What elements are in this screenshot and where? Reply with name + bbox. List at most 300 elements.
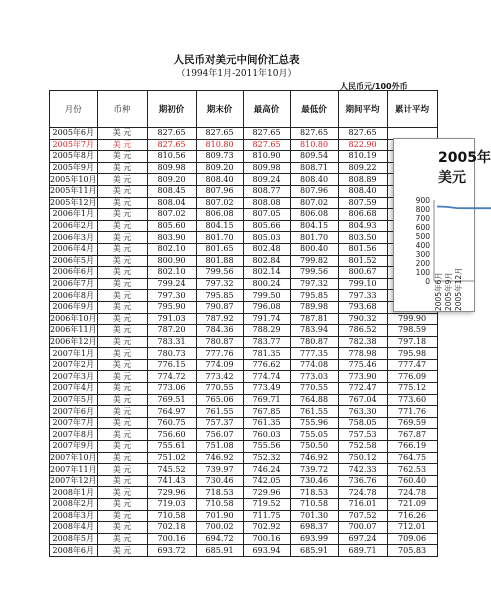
table-row	[50, 174, 438, 186]
col-header-low: 最低价	[290, 91, 338, 128]
table-row	[50, 475, 438, 487]
col-header-open: 期初价	[147, 91, 196, 128]
cell-high: 783.77	[243, 336, 290, 348]
cell-cumulative-avg: 721.09	[387, 499, 437, 511]
cell-close: 756.07	[196, 429, 243, 441]
cell-cumulative-avg: 712.01	[387, 522, 437, 534]
cell-open: 805.60	[147, 220, 196, 232]
cell-high: 802.84	[243, 255, 290, 267]
cell-month: 2006年2月	[50, 220, 98, 232]
cell-month: 2005年11月	[50, 186, 97, 196]
cell-low: 774.08	[290, 359, 338, 371]
cell-high: 702.92	[243, 522, 290, 534]
cell-open: 802.10	[147, 243, 196, 255]
cell-high: 791.74	[243, 313, 290, 325]
cell-low: 808.40	[290, 174, 338, 186]
cell-period-avg: 803.50	[338, 232, 387, 244]
cell-high: 827.65	[243, 128, 290, 140]
y-tick-label: 500	[415, 232, 430, 241]
table-row	[50, 128, 438, 140]
cell-open: 797.30	[147, 290, 196, 302]
cell-month: 2007年7月	[50, 417, 98, 429]
cell-high: 808.08	[243, 197, 290, 209]
document-title: 人民币对美元中间价汇总表	[173, 54, 300, 66]
cell-cumulative-avg: 764.75	[387, 452, 437, 464]
cell-low: 710.58	[290, 499, 338, 511]
cell-month: 2006年10月	[50, 313, 97, 323]
cell-cumulative-avg: 762.53	[387, 464, 437, 476]
cell-month: 2007年5月	[50, 394, 98, 406]
cell-cumulative-avg: 724.78	[387, 487, 437, 499]
cell-close: 784.36	[196, 325, 243, 337]
cell-cumulative-avg: 799.90	[387, 313, 437, 325]
cell-open: 729.96	[147, 487, 196, 499]
cell-low: 739.72	[290, 464, 338, 476]
cell-high: 711.75	[243, 510, 290, 522]
cell-month: 2007年12月	[50, 476, 97, 486]
cell-open: 773.06	[147, 383, 196, 395]
cell-month: 2007年9月	[50, 441, 98, 453]
cell-close: 739.97	[196, 464, 243, 476]
x-tick-label: 2005年6月	[434, 272, 443, 311]
cell-currency: 美 元	[97, 162, 147, 174]
cell-currency: 美 元	[97, 313, 147, 325]
cell-month: 2006年12月	[50, 336, 97, 346]
cell-low: 764.88	[290, 394, 338, 406]
cell-high: 767.85	[243, 406, 290, 418]
cell-currency: 美 元	[97, 499, 147, 511]
cell-open: 808.04	[147, 197, 196, 209]
cell-close: 685.91	[196, 545, 243, 557]
cell-low: 770.55	[290, 383, 338, 395]
cell-month: 2007年10月	[50, 452, 97, 462]
cell-high: 807.05	[243, 209, 290, 221]
cell-high: 742.05	[243, 475, 290, 487]
unit-label: 人民币元/100外币	[340, 82, 408, 91]
cell-cumulative-avg: 760.40	[387, 475, 437, 487]
cell-low: 810.80	[290, 139, 338, 151]
cell-open: 745.52	[147, 464, 196, 476]
cell-period-avg: 799.10	[338, 278, 387, 290]
chart-title: 2005年	[438, 150, 491, 166]
cell-currency: 美 元	[97, 359, 147, 371]
cell-open: 809.98	[147, 162, 196, 174]
table-row	[50, 185, 438, 197]
cell-period-avg: 797.33	[338, 290, 387, 302]
cell-period-avg: 827.65	[338, 128, 387, 140]
y-tick-label: 900	[415, 196, 430, 205]
cell-low: 685.91	[290, 545, 338, 557]
cell-cumulative-avg: 766.19	[387, 441, 437, 453]
cell-month: 2008年3月	[50, 510, 98, 522]
cell-close: 790.87	[196, 301, 243, 313]
cell-open: 783.31	[147, 336, 196, 348]
cell-low: 693.99	[290, 533, 338, 545]
cell-close: 827.65	[196, 128, 243, 140]
cell-currency: 美 元	[97, 301, 147, 313]
cell-close: 795.85	[196, 290, 243, 302]
cell-currency: 美 元	[97, 209, 147, 221]
cell-currency: 美 元	[97, 383, 147, 395]
cell-cumulative-avg: 775.12	[387, 383, 437, 395]
cell-period-avg: 804.93	[338, 220, 387, 232]
cell-open: 810.56	[147, 151, 196, 163]
cell-high: 781.35	[243, 348, 290, 360]
cell-period-avg: 800.67	[338, 267, 387, 279]
cell-cumulative-avg: 771.76	[387, 406, 437, 418]
series-line	[437, 207, 491, 209]
table-header-row	[50, 91, 438, 128]
col-header-month: 月份	[50, 91, 98, 128]
cell-close: 761.55	[196, 406, 243, 418]
cell-close: 773.42	[196, 371, 243, 383]
cell-month: 2007年8月	[50, 429, 98, 441]
cell-currency: 美 元	[97, 174, 147, 186]
table-row	[50, 452, 438, 464]
rate-table	[49, 90, 438, 557]
cell-month: 2006年1月	[50, 209, 98, 221]
cell-period-avg: 778.98	[338, 348, 387, 360]
cell-open: 802.10	[147, 267, 196, 279]
cell-currency: 美 元	[97, 441, 147, 453]
y-tick-label: 700	[415, 214, 430, 223]
cell-period-avg: 724.78	[338, 487, 387, 499]
cell-low: 804.15	[290, 220, 338, 232]
cell-close: 808.40	[196, 174, 243, 186]
cell-period-avg: 742.33	[338, 464, 387, 476]
table-row	[50, 278, 438, 290]
table-row	[50, 232, 438, 244]
cell-currency: 美 元	[97, 139, 147, 151]
cell-high: 729.96	[243, 487, 290, 499]
cell-low: 827.65	[290, 128, 338, 140]
cell-close: 809.20	[196, 162, 243, 174]
cell-period-avg: 689.71	[338, 545, 387, 557]
cell-month: 2006年11月	[50, 325, 97, 335]
y-tick-label: 400	[415, 241, 430, 250]
cell-open: 760.75	[147, 417, 196, 429]
cell-currency: 美 元	[97, 429, 147, 441]
cell-high: 809.98	[243, 162, 290, 174]
cell-low: 787.81	[290, 313, 338, 325]
cell-high: 796.08	[243, 301, 290, 313]
cell-close: 801.65	[196, 243, 243, 255]
cell-close: 730.46	[196, 475, 243, 487]
cell-high: 827.65	[243, 139, 290, 151]
x-tick-label: 2005年12月	[454, 267, 463, 311]
cell-currency: 美 元	[97, 545, 147, 557]
cell-period-avg: 807.59	[338, 197, 387, 209]
cell-open: 710.58	[147, 510, 196, 522]
cell-period-avg: 801.56	[338, 243, 387, 255]
cell-period-avg: 808.40	[338, 185, 387, 197]
cell-low: 701.30	[290, 510, 338, 522]
cell-month: 2006年4月	[50, 243, 98, 255]
cell-cumulative-avg: 773.60	[387, 394, 437, 406]
cell-close: 718.53	[196, 487, 243, 499]
cell-close: 765.06	[196, 394, 243, 406]
cell-open: 808.45	[147, 185, 196, 197]
table-row	[50, 255, 438, 267]
cell-currency: 美 元	[97, 243, 147, 255]
table-row	[50, 348, 438, 360]
cell-low: 807.96	[290, 185, 338, 197]
cell-low: 800.40	[290, 243, 338, 255]
cell-month: 2008年6月	[50, 545, 98, 557]
cell-period-avg: 757.53	[338, 429, 387, 441]
cell-currency: 美 元	[97, 452, 147, 464]
cell-currency: 美 元	[97, 510, 147, 522]
cell-currency: 美 元	[97, 487, 147, 499]
cell-open: 756.60	[147, 429, 196, 441]
table-row	[50, 139, 438, 151]
table-row	[50, 499, 438, 511]
table-row	[50, 406, 438, 418]
cell-close: 710.58	[196, 499, 243, 511]
cell-low: 755.05	[290, 429, 338, 441]
cell-close: 751.08	[196, 441, 243, 453]
cell-period-avg: 775.46	[338, 359, 387, 371]
cell-close: 807.96	[196, 185, 243, 197]
col-header-currency: 币种	[97, 91, 147, 128]
cell-cumulative-avg: 769.59	[387, 417, 437, 429]
table-row	[50, 301, 438, 313]
cell-close: 770.55	[196, 383, 243, 395]
cell-currency: 美 元	[97, 336, 147, 348]
cell-open: 719.03	[147, 499, 196, 511]
table-row	[50, 487, 438, 499]
cell-period-avg: 767.04	[338, 394, 387, 406]
cell-close: 757.37	[196, 417, 243, 429]
cell-month: 2007年2月	[50, 359, 98, 371]
cell-low: 777.35	[290, 348, 338, 360]
chart-panel[interactable]	[393, 138, 491, 312]
cell-month: 2006年5月	[50, 255, 98, 267]
cell-low: 797.32	[290, 278, 338, 290]
cell-low: 799.82	[290, 255, 338, 267]
cell-low: 698.37	[290, 522, 338, 534]
cell-close: 777.76	[196, 348, 243, 360]
cell-close: 774.09	[196, 359, 243, 371]
cell-high: 800.24	[243, 278, 290, 290]
cell-high: 719.52	[243, 499, 290, 511]
cell-low: 783.94	[290, 325, 338, 337]
cell-low: 755.96	[290, 417, 338, 429]
cell-low: 806.08	[290, 209, 338, 221]
table-row	[50, 464, 438, 476]
cell-currency: 美 元	[97, 197, 147, 209]
col-header-period-avg: 期间平均	[338, 91, 387, 128]
cell-open: 827.65	[147, 139, 196, 151]
cell-period-avg: 801.52	[338, 255, 387, 267]
cell-cumulative-avg: 798.59	[387, 325, 437, 337]
cell-close: 797.32	[196, 278, 243, 290]
cell-month: 2006年6月	[50, 267, 98, 279]
cell-open: 702.18	[147, 522, 196, 534]
cell-close: 801.70	[196, 232, 243, 244]
cell-low: 780.87	[290, 336, 338, 348]
cell-low: 807.02	[290, 197, 338, 209]
cell-currency: 美 元	[97, 185, 147, 197]
cell-high: 805.66	[243, 220, 290, 232]
cell-low: 809.54	[290, 151, 338, 163]
cell-period-avg: 790.32	[338, 313, 387, 325]
cell-period-avg: 772.47	[338, 383, 387, 395]
cell-low: 773.03	[290, 371, 338, 383]
cell-high: 755.56	[243, 441, 290, 453]
cell-open: 827.65	[147, 128, 196, 140]
cell-close: 807.02	[196, 197, 243, 209]
cell-period-avg: 697.24	[338, 533, 387, 545]
cell-period-avg: 763.30	[338, 406, 387, 418]
cell-period-avg: 736.76	[338, 475, 387, 487]
cell-month: 2008年1月	[50, 487, 98, 499]
cell-high: 799.50	[243, 290, 290, 302]
cell-month: 2006年3月	[50, 232, 98, 244]
y-tick-label: 200	[415, 259, 430, 268]
cell-low: 801.70	[290, 232, 338, 244]
cell-cumulative-avg: 797.18	[387, 336, 437, 348]
table-row	[50, 290, 438, 302]
cell-month: 2007年1月	[50, 348, 98, 360]
table-row	[50, 162, 438, 174]
cell-currency: 美 元	[97, 232, 147, 244]
table-row	[50, 371, 438, 383]
cell-close: 810.80	[196, 139, 243, 151]
cell-currency: 美 元	[97, 348, 147, 360]
cell-currency: 美 元	[97, 406, 147, 418]
cell-cumulative-avg: 709.06	[387, 533, 437, 545]
cell-cumulative-avg: 767.87	[387, 429, 437, 441]
line-chart	[394, 139, 474, 311]
cell-open: 769.51	[147, 394, 196, 406]
cell-open: 803.90	[147, 232, 196, 244]
cell-high: 700.16	[243, 533, 290, 545]
cell-period-avg: 752.58	[338, 441, 387, 453]
cell-currency: 美 元	[97, 533, 147, 545]
cell-high: 769.71	[243, 394, 290, 406]
cell-month: 2005年7月	[50, 139, 98, 151]
cell-period-avg: 758.05	[338, 417, 387, 429]
cell-close: 804.15	[196, 220, 243, 232]
cell-open: 751.02	[147, 452, 196, 464]
cell-high: 788.29	[243, 325, 290, 337]
cell-currency: 美 元	[97, 475, 147, 487]
cell-high: 774.74	[243, 371, 290, 383]
cell-close: 809.73	[196, 151, 243, 163]
table-row	[50, 197, 438, 209]
cell-currency: 美 元	[97, 151, 147, 163]
cell-period-avg: 806.68	[338, 209, 387, 221]
cell-period-avg: 716.01	[338, 499, 387, 511]
y-tick-label: 0	[425, 277, 430, 286]
cell-currency: 美 元	[97, 394, 147, 406]
cell-low: 746.92	[290, 452, 338, 464]
cell-high: 810.90	[243, 151, 290, 163]
cell-currency: 美 元	[97, 371, 147, 383]
table-row	[50, 359, 438, 371]
table-row	[50, 545, 438, 557]
cell-open: 780.73	[147, 348, 196, 360]
cell-month: 2007年6月	[50, 406, 98, 418]
cell-currency: 美 元	[97, 255, 147, 267]
table-row	[50, 313, 438, 325]
cell-open: 774.72	[147, 371, 196, 383]
cell-close: 700.02	[196, 522, 243, 534]
col-header-cumulative-avg: 累计平均	[387, 91, 437, 128]
cell-open: 741.43	[147, 475, 196, 487]
table-row	[50, 336, 438, 348]
cell-low: 730.46	[290, 475, 338, 487]
cell-low: 799.56	[290, 267, 338, 279]
cell-open: 787.20	[147, 325, 196, 337]
table-row	[50, 417, 438, 429]
cell-month: 2005年6月	[50, 128, 98, 140]
cell-close: 787.92	[196, 313, 243, 325]
cell-close: 801.88	[196, 255, 243, 267]
cell-cumulative-avg: 716.26	[387, 510, 437, 522]
cell-high: 760.03	[243, 429, 290, 441]
cell-month: 2006年9月	[50, 301, 98, 313]
cell-close: 799.56	[196, 267, 243, 279]
cell-open: 693.72	[147, 545, 196, 557]
cell-period-avg: 782.38	[338, 336, 387, 348]
cell-cumulative-avg: 777.47	[387, 359, 437, 371]
cell-currency: 美 元	[97, 325, 147, 337]
document-subtitle: （1994年1月-2011年10月）	[176, 69, 297, 79]
cell-open: 764.97	[147, 406, 196, 418]
cell-period-avg: 750.12	[338, 452, 387, 464]
cell-month: 2005年9月	[50, 162, 98, 174]
cell-currency: 美 元	[97, 220, 147, 232]
cell-close: 806.08	[196, 209, 243, 221]
cell-currency: 美 元	[97, 278, 147, 290]
cell-month: 2008年4月	[50, 522, 98, 534]
cell-period-avg: 810.19	[338, 151, 387, 163]
cell-high: 752.32	[243, 452, 290, 464]
col-header-high: 最高价	[243, 91, 290, 128]
cell-period-avg: 809.22	[338, 162, 387, 174]
table-row	[50, 394, 438, 406]
table-row	[50, 441, 438, 453]
cell-open: 791.03	[147, 313, 196, 325]
cell-period-avg: 786.52	[338, 325, 387, 337]
chart-subtitle: 美元	[438, 170, 466, 186]
cell-period-avg: 773.90	[338, 371, 387, 383]
cell-currency: 美 元	[97, 522, 147, 534]
cell-currency: 美 元	[97, 290, 147, 302]
table-row	[50, 383, 438, 395]
cell-low: 795.85	[290, 290, 338, 302]
table-row	[50, 243, 438, 255]
cell-low: 808.71	[290, 162, 338, 174]
table-row	[50, 209, 438, 221]
cell-high: 805.03	[243, 232, 290, 244]
cell-cumulative-avg: 705.83	[387, 545, 437, 557]
cell-high: 776.62	[243, 359, 290, 371]
cell-high: 802.14	[243, 267, 290, 279]
cell-open: 807.02	[147, 209, 196, 221]
table-row	[50, 533, 438, 545]
cell-currency: 美 元	[97, 128, 147, 140]
cell-currency: 美 元	[97, 267, 147, 279]
cell-cumulative-avg: 795.98	[387, 348, 437, 360]
cell-month: 2005年12月	[50, 197, 97, 207]
cell-high: 808.77	[243, 185, 290, 197]
cell-open: 800.90	[147, 255, 196, 267]
cell-month: 2006年8月	[50, 290, 98, 302]
x-tick-label: 2005年9月	[444, 272, 453, 311]
